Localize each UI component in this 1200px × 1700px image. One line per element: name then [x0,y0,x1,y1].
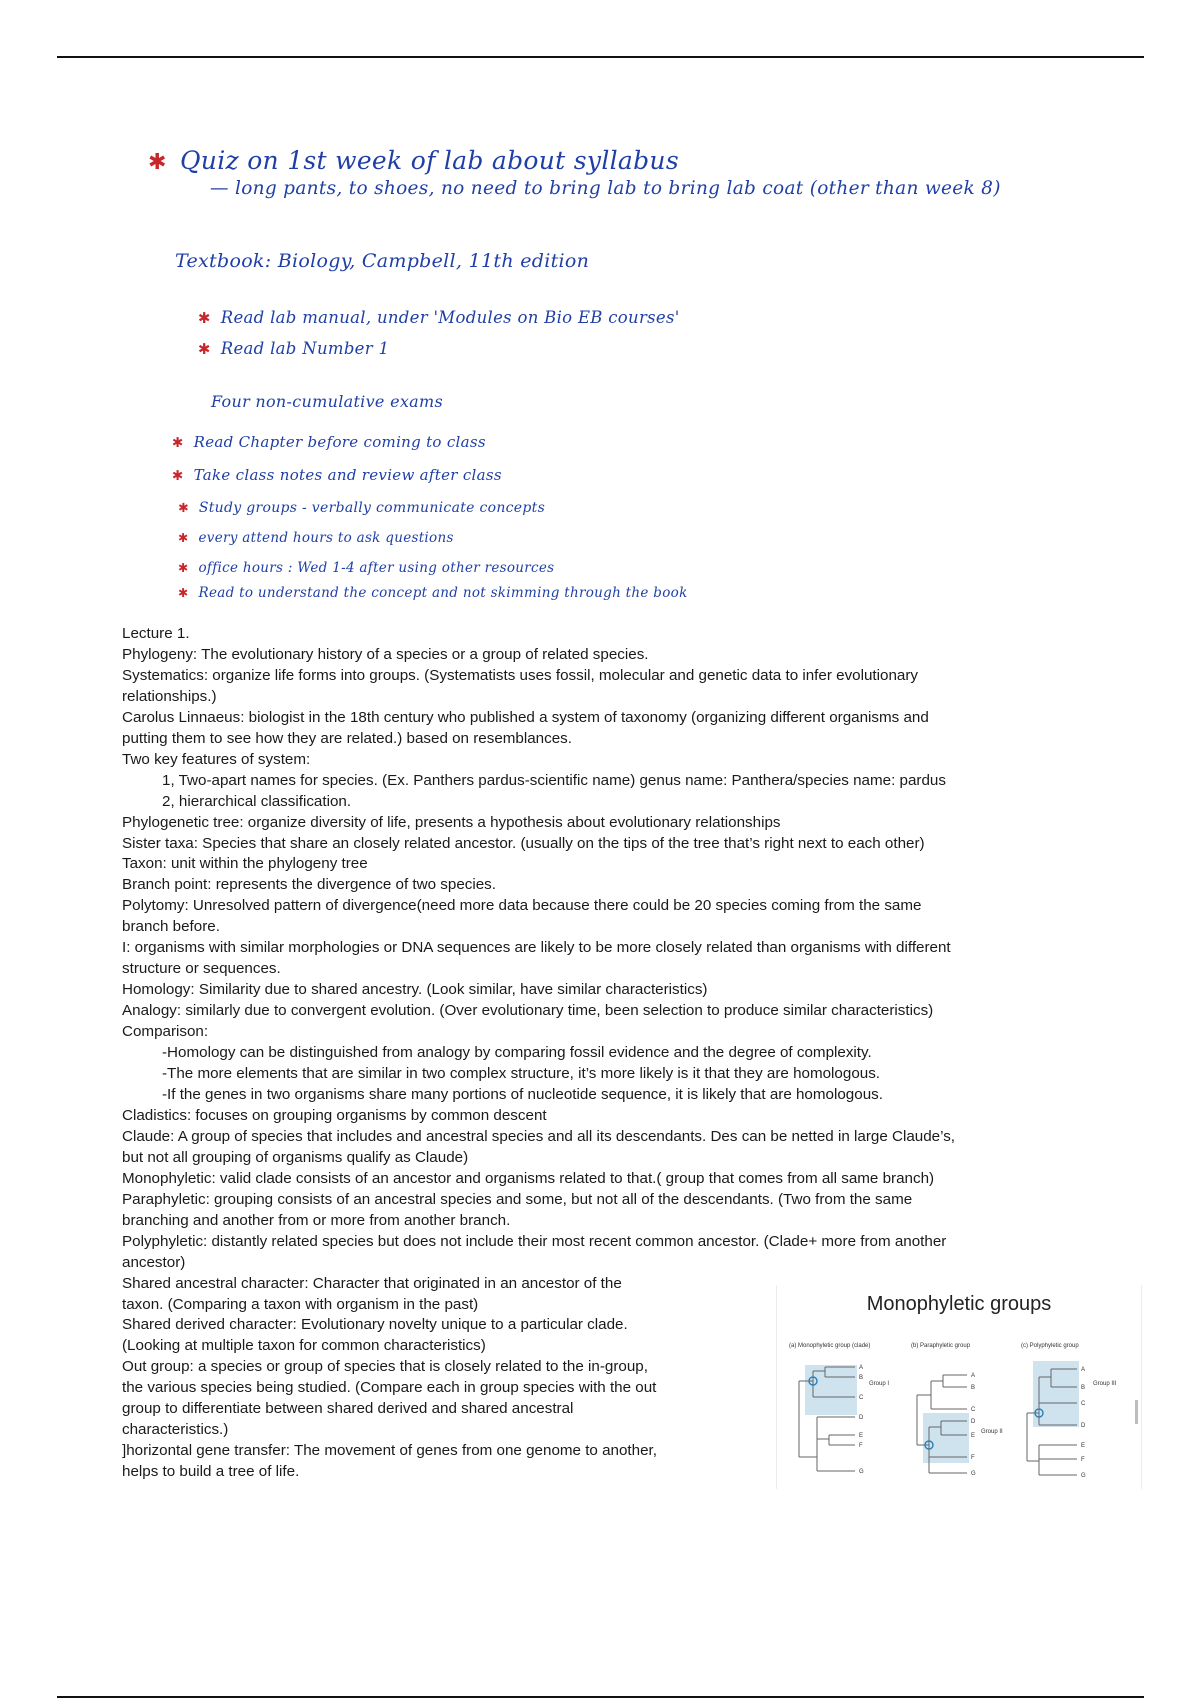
note-line: Monophyletic: valid clade consists of an ancestor and organisms related to that.( group that comes from all same branch) [122,1169,935,1187]
taxon-label: E [1081,1443,1086,1449]
handwritten-dress-line: — long pants, to shoes, no need to bring lab to bring lab coat (other than week 8) [210,178,1001,199]
handwritten-exams: Four non-cumulative exams [211,392,443,411]
tree-b [917,1375,969,1473]
note-line: relationships.) [122,687,217,705]
handwritten-tip-6-text: Read to understand the concept and not skimming through the book [198,585,688,601]
note-line: the various species being studied. (Compare each in group species with the out [122,1379,657,1397]
note-line: Lecture 1. [122,625,190,642]
handwritten-tip-3 [178,500,545,516]
tree-a [799,1365,857,1471]
handwritten-tip-6 [178,585,688,601]
panel-a-label: (a) Monophyletic group (clade) [789,1343,871,1349]
note-line: (Looking at multiple taxon for common characteristics) [122,1337,486,1355]
note-line: Homology: Similarity due to shared ancestry. (Look similar, have similar characteristics) [122,981,708,999]
star-icon: ✱ [178,561,189,575]
note-line: but not all grouping of organisms qualify as Claude) [122,1148,469,1166]
note-line: putting them to see how they are related.) based on resemblances. [122,729,572,747]
note-line: Claude: A group of species that includes and ancestral species and all its descendants. Des can be netted in large Claude’s, [122,1127,956,1145]
note-line: 2, hierarchical classification. [162,792,352,810]
star-icon: ✱ [172,435,184,451]
note-line: Taxon: unit within the phylogeny tree [122,855,368,873]
taxon-label: A [1081,1367,1086,1373]
note-line: group to differentiate between shared derived and shared ancestral [122,1400,574,1418]
taxon-label: G [1081,1473,1086,1479]
handwritten-item-2 [198,339,389,358]
star-icon: ✱ [172,468,184,484]
note-line: helps to build a tree of life. [122,1463,300,1481]
taxon-label: G [971,1471,976,1477]
note-line: Cladistics: focuses on grouping organisms by common descent [122,1106,547,1124]
taxon-label: B [1081,1385,1086,1391]
note-line: Polyphyletic: distantly related species but does not include their most recent common ancestor. (Clade+ more from another [122,1232,947,1250]
note-line: Polytomy: Unresolved pattern of divergence(need more data because there could be 20 species coming from the same [122,897,922,915]
handwritten-item-1 [198,308,680,327]
note-line: -Homology can be distinguished from analogy by comparing fossil evidence and the degree of complexity. [162,1044,872,1062]
taxon-label: F [859,1443,863,1449]
taxon-label: D [1081,1423,1086,1429]
group-3-label: Group III [1093,1381,1117,1387]
taxon-label: C [971,1407,976,1413]
note-line: -If the genes in two organisms share many portions of nucleotide sequence, it is likely that are homologous. [162,1085,883,1103]
note-line: Phylogenetic tree: organize diversity of life, presents a hypothesis about evolutionary relationships [122,813,781,831]
note-line: 1, Two-apart names for species. (Ex. Panthers pardus-scientific name) genus name: Panthera/species name: pardus [162,771,946,789]
taxon-label: D [971,1419,976,1425]
taxon-label: F [1081,1457,1085,1463]
note-line: Sister taxa: Species that share an closely related ancestor. (usually on the tips of the tree that’s right next to each other) [122,834,925,852]
handwritten-tip-1 [172,433,486,451]
note-line: Paraphyletic: grouping consists of an ancestral species and some, but not all of the descendants. (Two from the same [122,1190,913,1208]
note-line: Comparison: [122,1023,209,1041]
handwritten-tip-2 [172,466,502,484]
note-line: branching and another from or more from another branch. [122,1211,511,1229]
note-line: Analogy: similarly due to convergent evolution. (Over evolutionary time, been selection to produce similar characteristics) [122,1002,934,1020]
star-icon: ✱ [198,309,211,327]
note-line: Carolus Linnaeus: biologist in the 18th century who published a system of taxonomy (organizing different organisms and [122,708,929,726]
taxon-label: A [971,1373,976,1379]
scrollbar-thumb[interactable] [1135,1400,1138,1424]
figure-title: Monophyletic groups [866,1293,1052,1315]
monophyletic-groups-figure [776,1285,1142,1489]
panel-c-label: (c) Polyphyletic group [1021,1343,1079,1349]
note-line: Shared derived character: Evolutionary novelty unique to a particular clade. [122,1316,628,1334]
note-line: ]horizontal gene transfer: The movement of genes from one genome to another, [122,1442,657,1460]
handwritten-tip-4 [178,530,454,546]
tree-c [1027,1361,1079,1475]
group-2-label: Group II [981,1429,1003,1435]
taxon-label: F [971,1455,975,1461]
handwritten-tip-2-text: Take class notes and review after class [193,466,502,484]
handwritten-quiz-line: Quiz on 1st week of lab about syllabus [180,146,679,175]
note-line: Branch point: represents the divergence of two species. [122,876,496,894]
handwritten-tip-3-text: Study groups - verbally communicate concepts [198,500,546,516]
handwritten-tip-5 [178,560,554,576]
note-line: Systematics: organize life forms into groups. (Systematists uses fossil, molecular and genetic data to infer evolutionary [122,666,919,684]
handwritten-tip-1-text: Read Chapter before coming to class [193,433,486,451]
note-line: taxon. (Comparing a taxon with organism in the past) [122,1295,479,1313]
handwritten-star-1: ✱ [148,150,167,175]
star-icon: ✱ [178,500,189,515]
taxon-label: E [971,1433,976,1439]
star-icon: ✱ [198,340,211,358]
taxon-label: G [859,1469,864,1475]
panel-b-label: (b) Paraphyletic group [911,1343,971,1349]
note-line: structure or sequences. [122,960,281,978]
taxon-label: B [859,1375,864,1381]
taxon-label: E [859,1433,864,1439]
taxon-label: C [859,1395,864,1401]
handwritten-textbook: Textbook: Biology, Campbell, 11th edition [175,250,590,272]
phylogeny-diagrams [777,1285,1141,1489]
note-line: ancestor) [122,1253,186,1271]
star-icon: ✱ [178,586,189,600]
taxon-label: A [859,1365,864,1371]
note-line: branch before. [122,918,220,936]
bottom-rule [57,1696,1144,1698]
note-line: characteristics.) [122,1421,229,1439]
star-icon: ✱ [178,531,189,545]
note-line: -The more elements that are similar in two complex structure, it’s more likely is it that they are homologous. [162,1065,881,1083]
note-line: Out group: a species or group of species that is closely related to the in-group, [122,1358,648,1376]
note-line: Two key features of system: [122,750,311,768]
handwritten-item-2-text: Read lab Number 1 [220,339,390,358]
taxon-label: C [1081,1401,1086,1407]
taxon-label: D [859,1415,864,1421]
taxon-label: B [971,1385,976,1391]
top-rule [57,56,1144,58]
note-line: I: organisms with similar morphologies or DNA sequences are likely to be more closely related than organisms with different [122,939,951,957]
handwritten-tip-4-text: every attend hours to ask questions [198,530,454,546]
handwritten-item-1-text: Read lab manual, under 'Modules on Bio EB courses' [220,308,680,327]
note-line: Shared ancestral character: Character that originated in an ancestor of the [122,1274,622,1292]
handwritten-tip-5-text: office hours : Wed 1-4 after using other resources [198,560,555,576]
note-line: Phylogeny: The evolutionary history of a species or a group of related species. [122,645,649,663]
group-1-label: Group I [869,1381,890,1387]
